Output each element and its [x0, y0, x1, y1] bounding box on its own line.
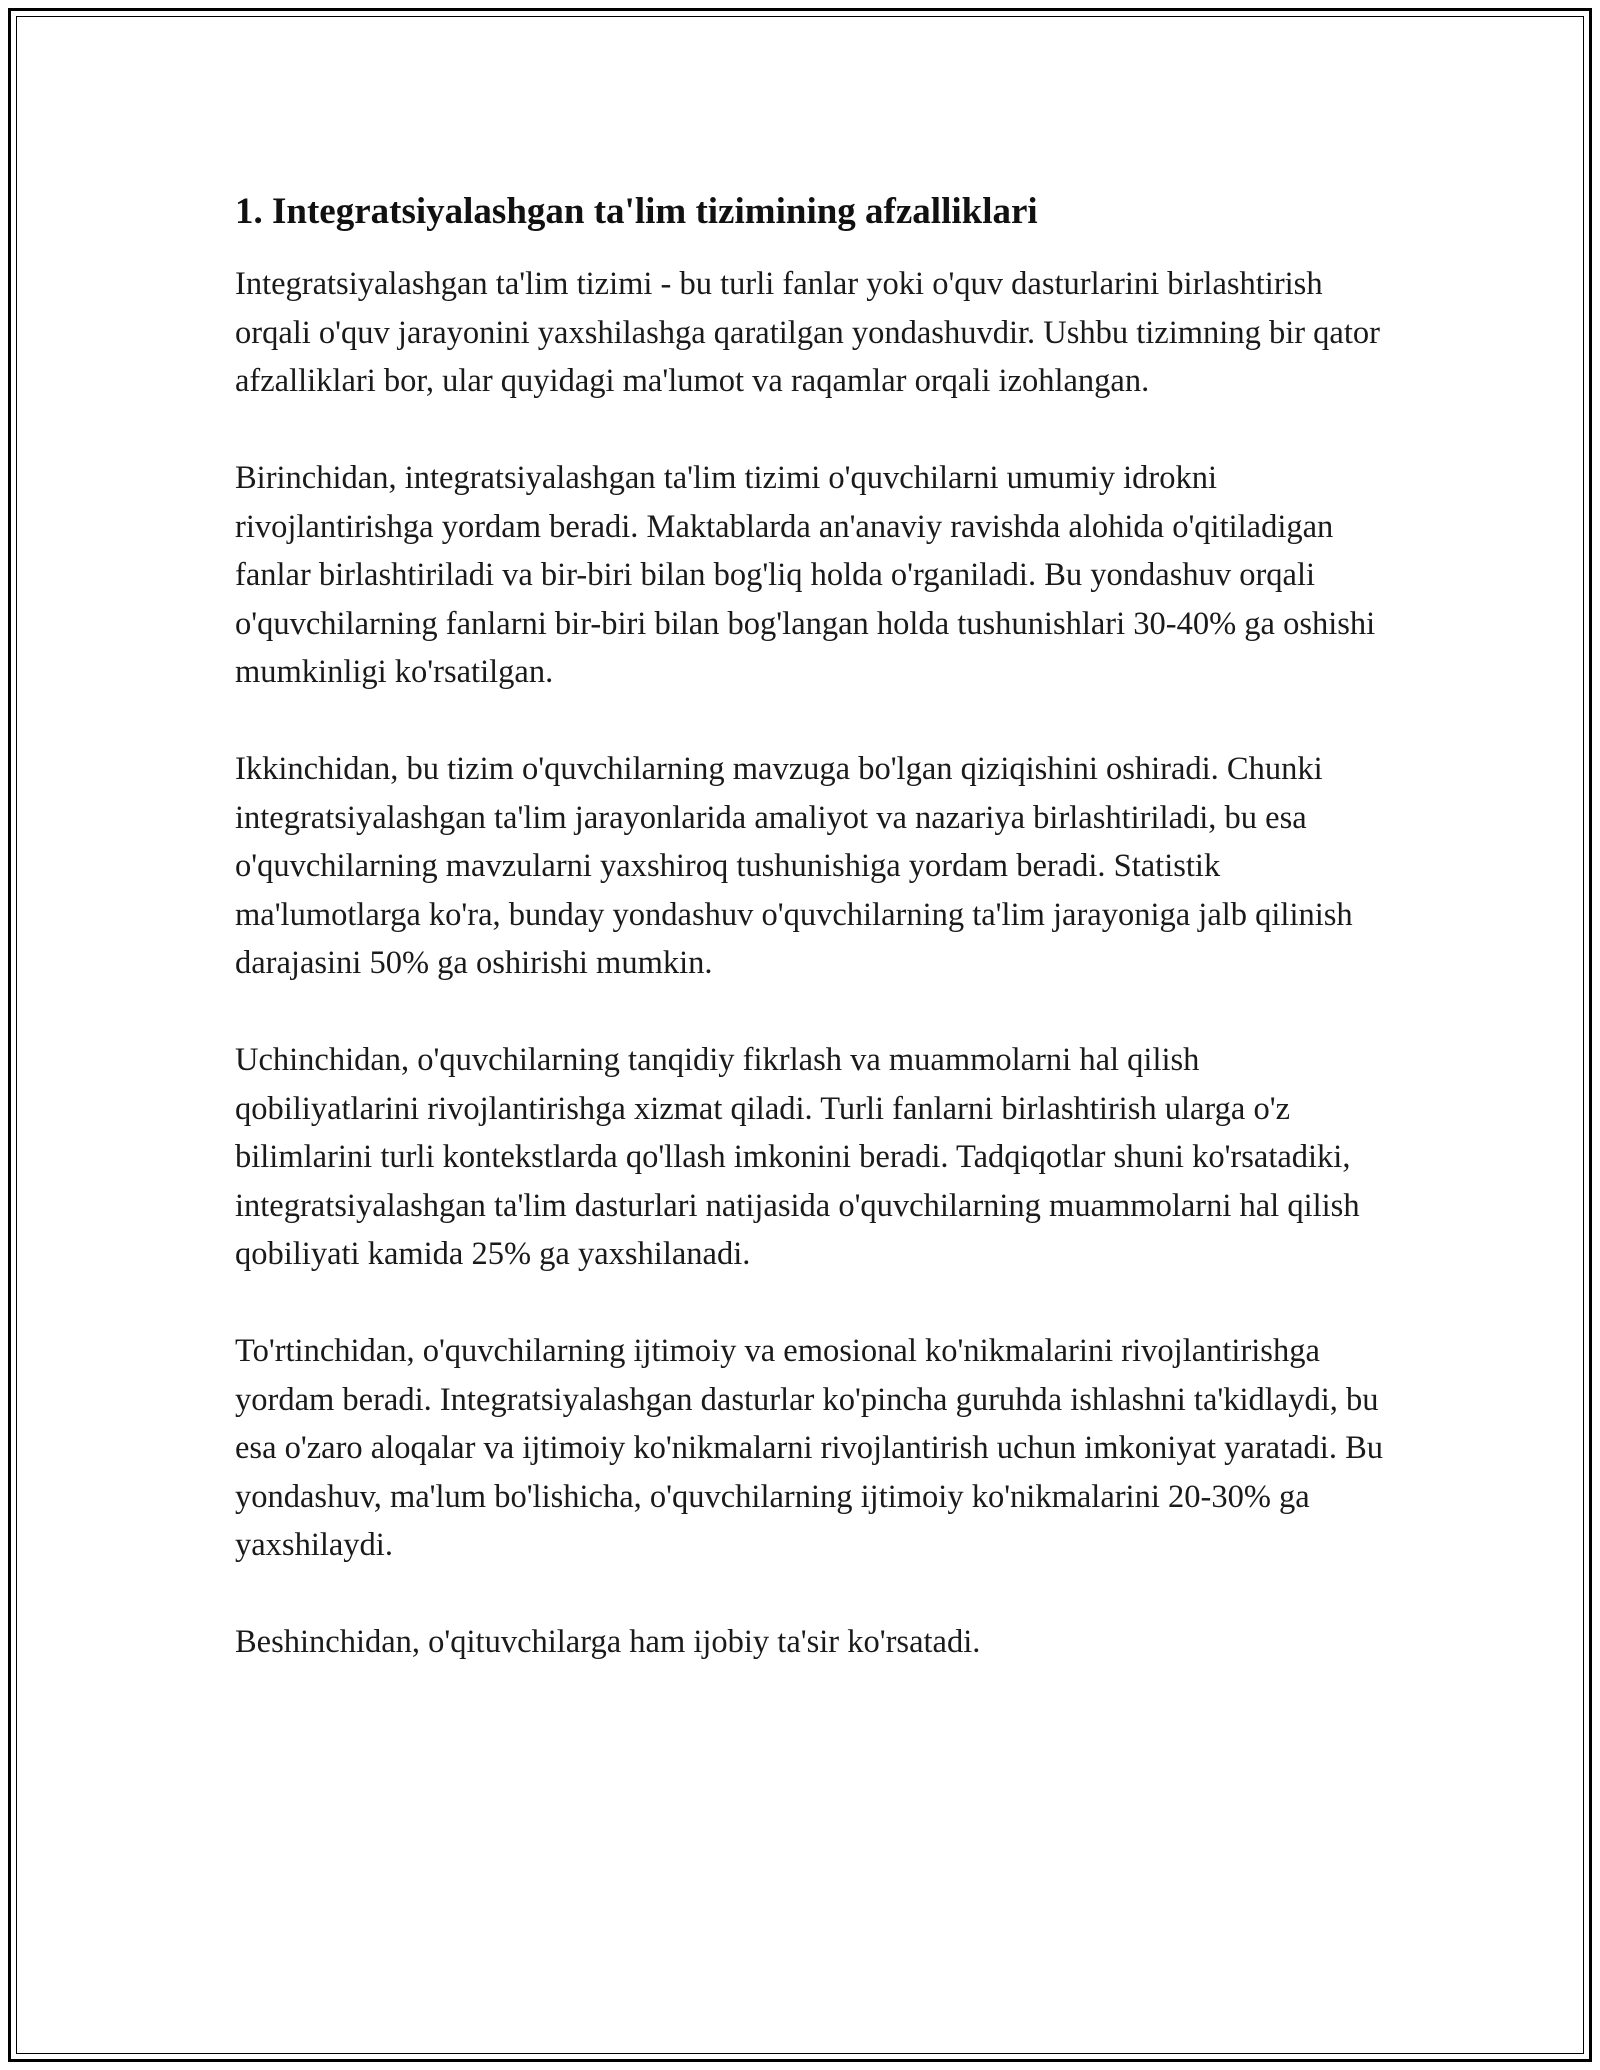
- paragraph-fourth-advantage: To'rtinchidan, o'quvchilarning ijtimoiy va emosional ko'nikmalarini rivojlantirishga yordam beradi. Integratsiyalashgan dasturlar ko'pincha guruhda ishlashni ta'kidlaydi, bu esa o'zaro aloqalar va ijtimoiy ko'nikmalarni rivojlantirish uchun imkoniyat yaratadi. Bu yondashuv, ma'lum bo'lishicha, o'quvchilarning ijtimoiy ko'nikmalarini 20-30% ga yaxshilaydi.: [235, 1333, 1384, 1563]
- paragraph-third-advantage: Uchinchidan, o'quvchilarning tanqidiy fikrlash va muammolarni hal qilish qobiliyatlarini rivojlantirishga xizmat qiladi. Turli fanlarni birlashtirish ularga o'z bilimlarini turli kontekstlarda qo'llash imkonini beradi. Tadqiqotlar shuni ko'rsatadiki, integratsiyalashgan ta'lim dasturlari natijasida o'quvchilarning muammolarni hal qilish qobiliyati kamida 25% ga yaxshilanadi.: [235, 1042, 1360, 1272]
- section-heading: 1. Integratsiyalashgan ta'lim tizimining afzalliklari: [235, 191, 1038, 232]
- paragraph-fifth-advantage: Beshinchidan, o'qituvchilarga ham ijobiy ta'sir ko'rsatadi.: [235, 1624, 981, 1660]
- document-body: [235, 188, 1385, 1715]
- paragraph-intro: Integratsiyalashgan ta'lim tizimi - bu turli fanlar yoki o'quv dasturlarini birlashtirish orqali o'quv jarayonini yaxshilashga qaratilgan yondashuvdir. Ushbu tizimning bir qator afzalliklari bor, ular quyidagi ma'lumot va raqamlar orqali izohlangan.: [235, 266, 1380, 399]
- paragraph-second-advantage: Ikkinchidan, bu tizim o'quvchilarning mavzuga bo'lgan qiziqishini oshiradi. Chunki integratsiyalashgan ta'lim jarayonlarida amaliyot va nazariya birlashtiriladi, bu esa o'quvchilarning mavzularni yaxshiroq tushunishiga yordam beradi. Statistik ma'lumotlarga ko'ra, bunday yondashuv o'quvchilarning ta'lim jarayoniga jalb qilinish darajasini 50% ga oshirishi mumkin.: [235, 751, 1353, 981]
- paragraph-first-advantage: Birinchidan, integratsiyalashgan ta'lim tizimi o'quvchilarni umumiy idrokni rivojlantirishga yordam beradi. Maktablarda an'anaviy ravishda alohida o'qitiladigan fanlar birlashtiriladi va bir-biri bilan bog'liq holda o'rganiladi. Bu yondashuv orqali o'quvchilarning fanlarni bir-biri bilan bog'langan holda tushunishlari 30-40% ga oshishi mumkinligi ko'rsatilgan.: [235, 460, 1376, 690]
